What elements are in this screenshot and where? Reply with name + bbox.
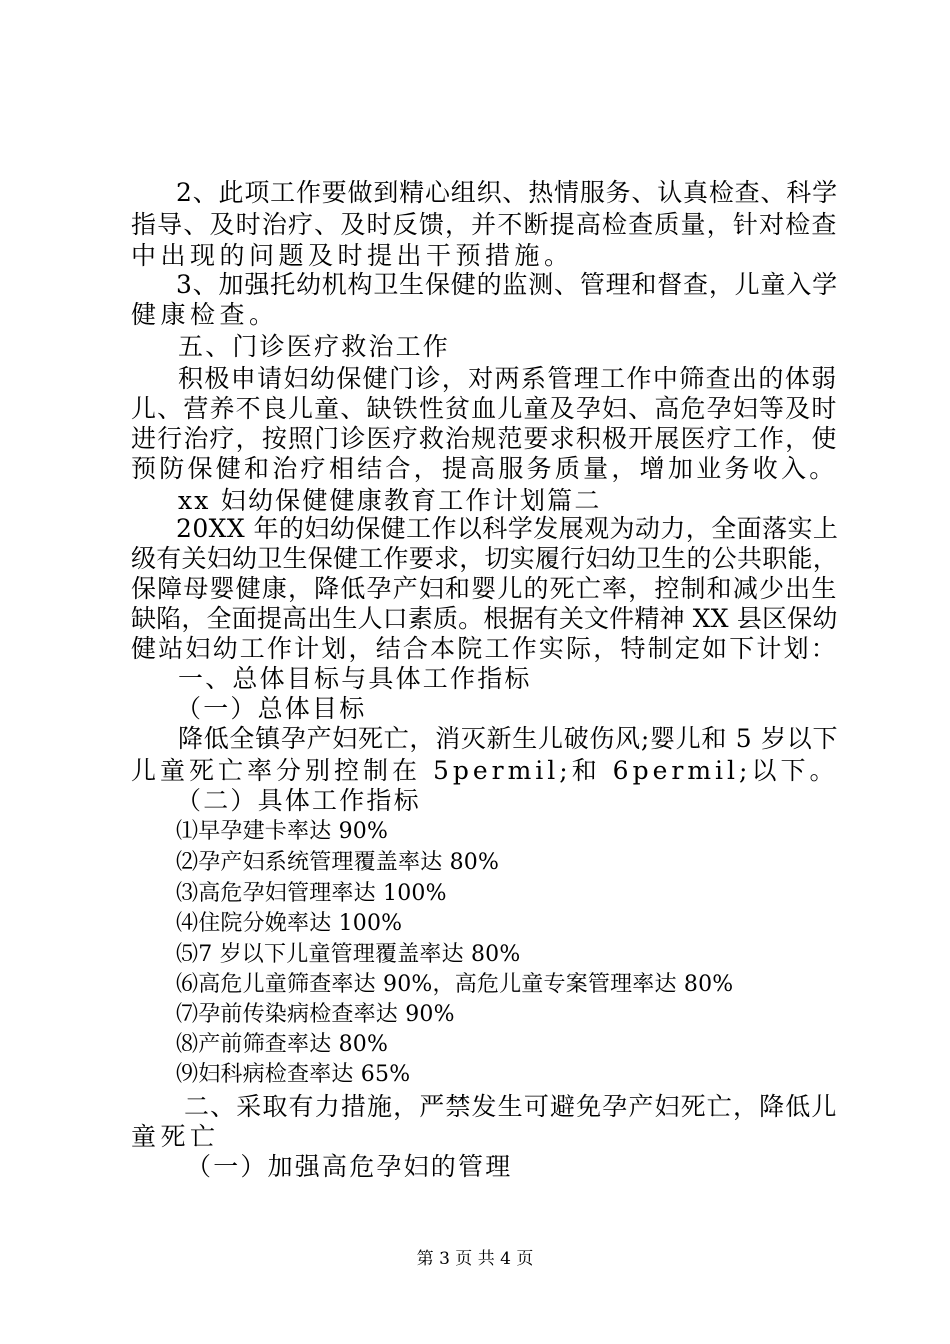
paragraph-line: 预防保健和治疗相结合，提高服务质量，增加业务收入。	[131, 454, 838, 483]
page-footer: 第 3 页 共 4 页	[416, 1249, 534, 1269]
section-heading: 一、总体目标与具体工作指标	[178, 664, 532, 693]
section-heading: 二、采取有力措施，严禁发生可避免孕产妇死亡，降低儿	[184, 1092, 838, 1121]
paragraph-line: 降低全镇孕产妇死亡，消灭新生儿破伤风;婴儿和 5 岁以下	[178, 724, 839, 753]
section-heading: 五、门诊医疗救治工作	[178, 332, 451, 361]
paragraph-line: 中出现的问题及时提出干预措施。	[131, 241, 574, 270]
paragraph-line: 3、加强托幼机构卫生保健的监测、管理和督查，儿童入学	[176, 270, 838, 299]
paragraph-line: 健康检查。	[131, 300, 279, 329]
paragraph-line: 缺陷，全面提高出生人口素质。根据有关文件精神 XX 县区保幼	[131, 604, 838, 633]
paragraph-line: 20XX 年的妇幼保健工作以科学发展观为动力，全面落实上	[176, 514, 839, 543]
subsection-heading: （二）具体工作指标	[176, 786, 421, 815]
paragraph-line: 积极申请妇幼保健门诊，对两系管理工作中筛查出的体弱	[178, 364, 838, 393]
section-heading: 童死亡	[131, 1122, 220, 1151]
paragraph-line: 级有关妇幼卫生保健工作要求，切实履行妇幼卫生的公共职能，	[131, 544, 839, 573]
paragraph-line: 指导、及时治疗、及时反馈，并不断提高检查质量，针对检查	[131, 210, 838, 239]
list-item: ⑼妇科病检查率达 65%	[176, 1062, 411, 1087]
subsection-heading: （一）总体目标	[176, 694, 367, 723]
list-item: ⑴早孕建卡率达 90%	[176, 819, 389, 844]
list-item: ⑺孕前传染病检查率达 90%	[176, 1002, 455, 1027]
list-item: ⑶高危孕妇管理率达 100%	[176, 881, 447, 906]
list-item: ⑻产前筛查率达 80%	[176, 1032, 389, 1057]
paragraph-line: 2、此项工作要做到精心组织、热情服务、认真检查、科学	[176, 178, 838, 207]
subsection-heading: （一）加强高危孕妇的管理	[186, 1152, 513, 1181]
list-item: ⑹高危儿童筛查率达 90%，高危儿童专案管理率达 80%	[176, 972, 734, 997]
paragraph-line: 保障母婴健康，降低孕产妇和婴儿的死亡率，控制和减少出生	[131, 574, 838, 603]
list-item: ⑷住院分娩率达 100%	[176, 911, 403, 936]
paragraph-line: 儿、营养不良儿童、缺铁性贫血儿童及孕妇、高危孕妇等及时	[131, 394, 838, 423]
list-item: ⑸7 岁以下儿童管理覆盖率达 80%	[176, 942, 521, 967]
paragraph-line: 健站妇幼工作计划，结合本院工作实际，特制定如下计划：	[131, 634, 839, 663]
paragraph-line: 儿童死亡率分别控制在 5permil;和 6permil;以下。	[131, 756, 839, 785]
section-heading: xx 妇幼保健健康教育工作计划篇二	[178, 486, 602, 515]
paragraph-line: 进行治疗，按照门诊医疗救治规范要求积极开展医疗工作，使	[131, 424, 838, 453]
list-item: ⑵孕产妇系统管理覆盖率达 80%	[176, 850, 500, 875]
